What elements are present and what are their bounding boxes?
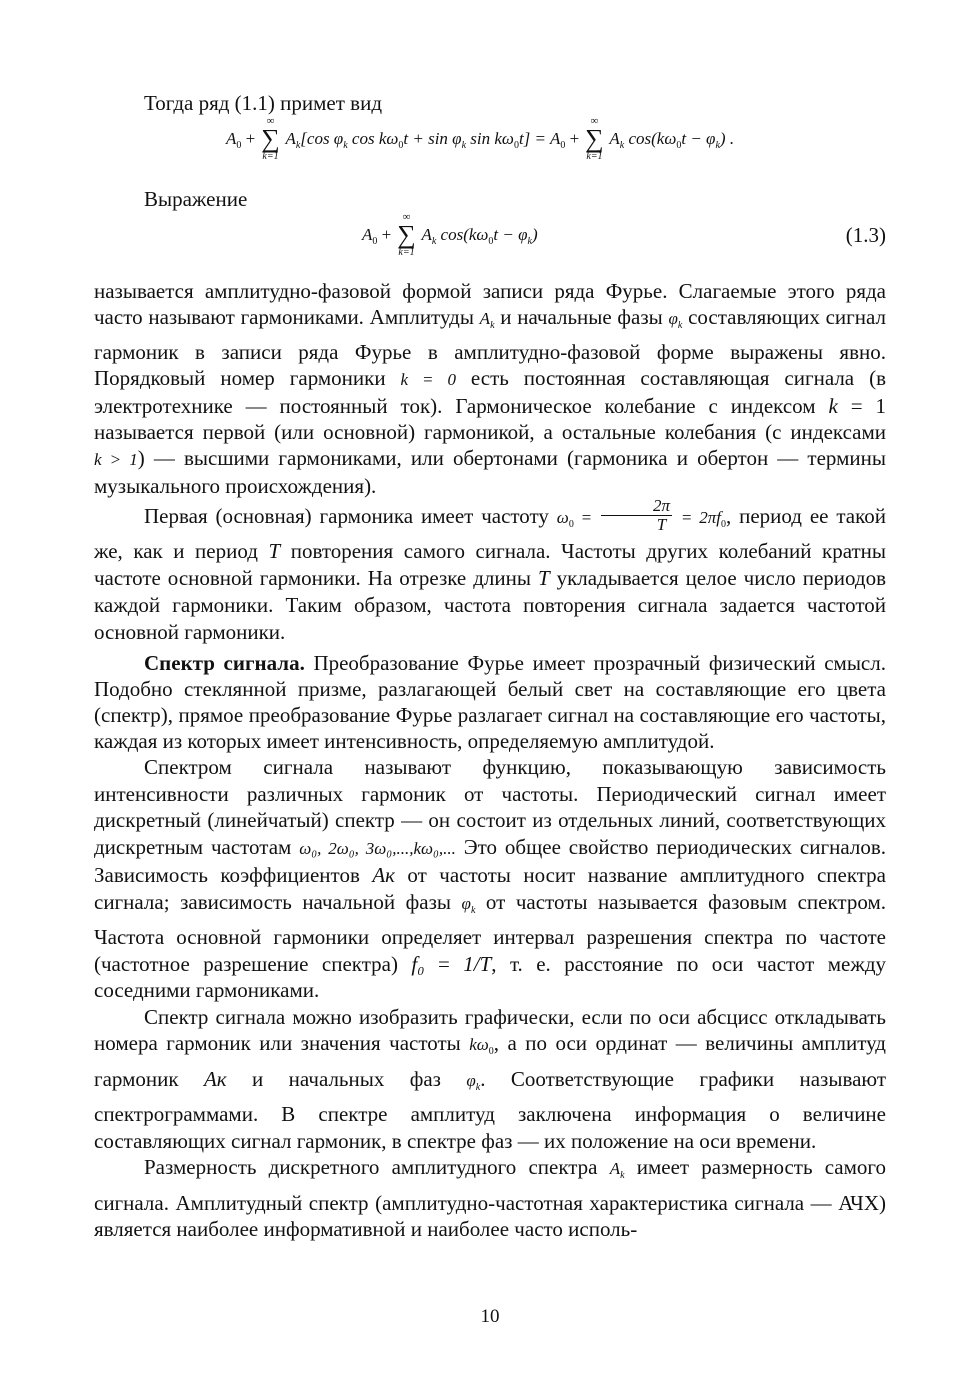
- body-text: [94, 90, 886, 1243]
- equation-number: (1.3): [845, 223, 886, 247]
- formula-1-expression: $A_0$ + ∞ ∑ k=1 $A_k[\cos$ $\varphi_k$ $\cos k\omega_0t + \sin \varphi_k$ $\sin k\omega_0t] = A_0$ + ∞ ∑ k=1 $A_k$ $\cos(k\omega_0t - \varphi_k)$ .: [226, 115, 735, 162]
- section-heading: Спектр сигнала.: [144, 651, 305, 675]
- sum-symbol: ∞ ∑ k=1: [397, 211, 416, 258]
- sum-symbol: ∞ ∑ k=1: [585, 115, 604, 162]
- fraction-2pi-over-T: $\frac{2\pi}{T}$: [601, 497, 672, 534]
- sum-symbol: ∞ ∑ k=1: [261, 115, 280, 162]
- formula-1-3-expression: $A_0$ + ∞ ∑ k=1 $A_k$ $\cos(k\omega_0t - \varphi_k)$: [362, 211, 538, 258]
- page-number: 10: [480, 1306, 500, 1327]
- formula-1-3: [94, 211, 886, 274]
- paragraph-signal-spectrum: Спектр сигнала. Преобразование Фурье имеет прозрачный физический смысл. Подобно стеклянной призме, разлагающей белый свет на составляющие его цвета (спектр), прямое преобразование Фурье разлагает сигнал на составляющие его частоты, каждая из которых имеет интенсивность, определяемую амплитудой.: [94, 651, 886, 753]
- paragraph-spectrum-definition: Спектром сигнала называют функцию, показывающую зависимость интенсивности различных гармоник от частоты. Периодический сигнал имеет дискретный (линейчатый) спектр — он состоит из отдельных линий, соответствующих дискретным частотам ω₀, 2ω₀, 3ω₀,...,kω₀,... Это общее свойство периодических сигналов. Зависимость коэффициентов Aк от частоты носит название амплитудного спектра сигнала; зависимость начальной фазы $\varphi_k$ от частоты называется фазовым спектром. Частота основной гармоники определяет интервал разрешения спектра по частоте (частотное разрешение спектра) f₀ = 1/T, т. е. расстояние по оси частот между соседними гармониками.: [94, 755, 887, 1002]
- paragraph-spectrogram: Спектр сигнала можно изобразить графически, если по оси абсцисс откладывать номера гармоник или значения частоты $k\omega_0$, а по оси ординат — величины амплитуд гармоник Aк и начальных фаз $\varphi_k$. Соответствующие графики называют спектрограммами. В спектре амплитуд заключена информация о величине составляющих сигнал гармоник, в спектре фаз — их положение на оси времени.: [94, 1004, 886, 1153]
- formula-1: [94, 115, 886, 182]
- paragraph-first-harmonic: Первая (основная) гармоника имеет частоту $\omega_0$ = $\frac{2\pi}{T}$ = $2\pi f_0$, период ее такой же, как и период T повторения самого сигнала. Частоты других колебаний кратны частоте основной гармоники. На отрезке длины T укладывается целое число периодов каждой гармоники. Таким образом, частота повторения сигнала задается частотой основной гармоники.: [94, 495, 887, 644]
- paragraph-harmonics: называется амплитудно-фазовой формой записи ряда Фурье. Слагаемые этого ряда часто называют гармониками. Амплитуды $A_k$ и начальные фазы $\varphi_k$ составляющих сигнал гармоник в записи ряда Фурье в амплитудно-фазовой форме выражены явно. Порядковый номер гармоники k = 0 есть постоянная составляющая сигнала (в электротехнике — постоянный ток). Гармоническое колебание с индексом k = 1 называется первой (или основной) гармоникой, а остальные колебания (с индексами k > 1) — высшими гармониками, или обертонами (гармоника и обертон — термины музыкального происхождения).: [94, 279, 886, 498]
- intro-line: Тогда ряд (1.1) примет вид: [144, 91, 383, 115]
- expression-label: Выражение: [144, 187, 248, 211]
- paragraph-dimension: Размерность дискретного амплитудного спектра $A_k$ имеет размерность самого сигнала. Амплитудный спектр (амплитудно-частотная характеристика сигнала — АЧХ) является наиболее информативной и наиболее часто исполь-: [94, 1155, 887, 1241]
